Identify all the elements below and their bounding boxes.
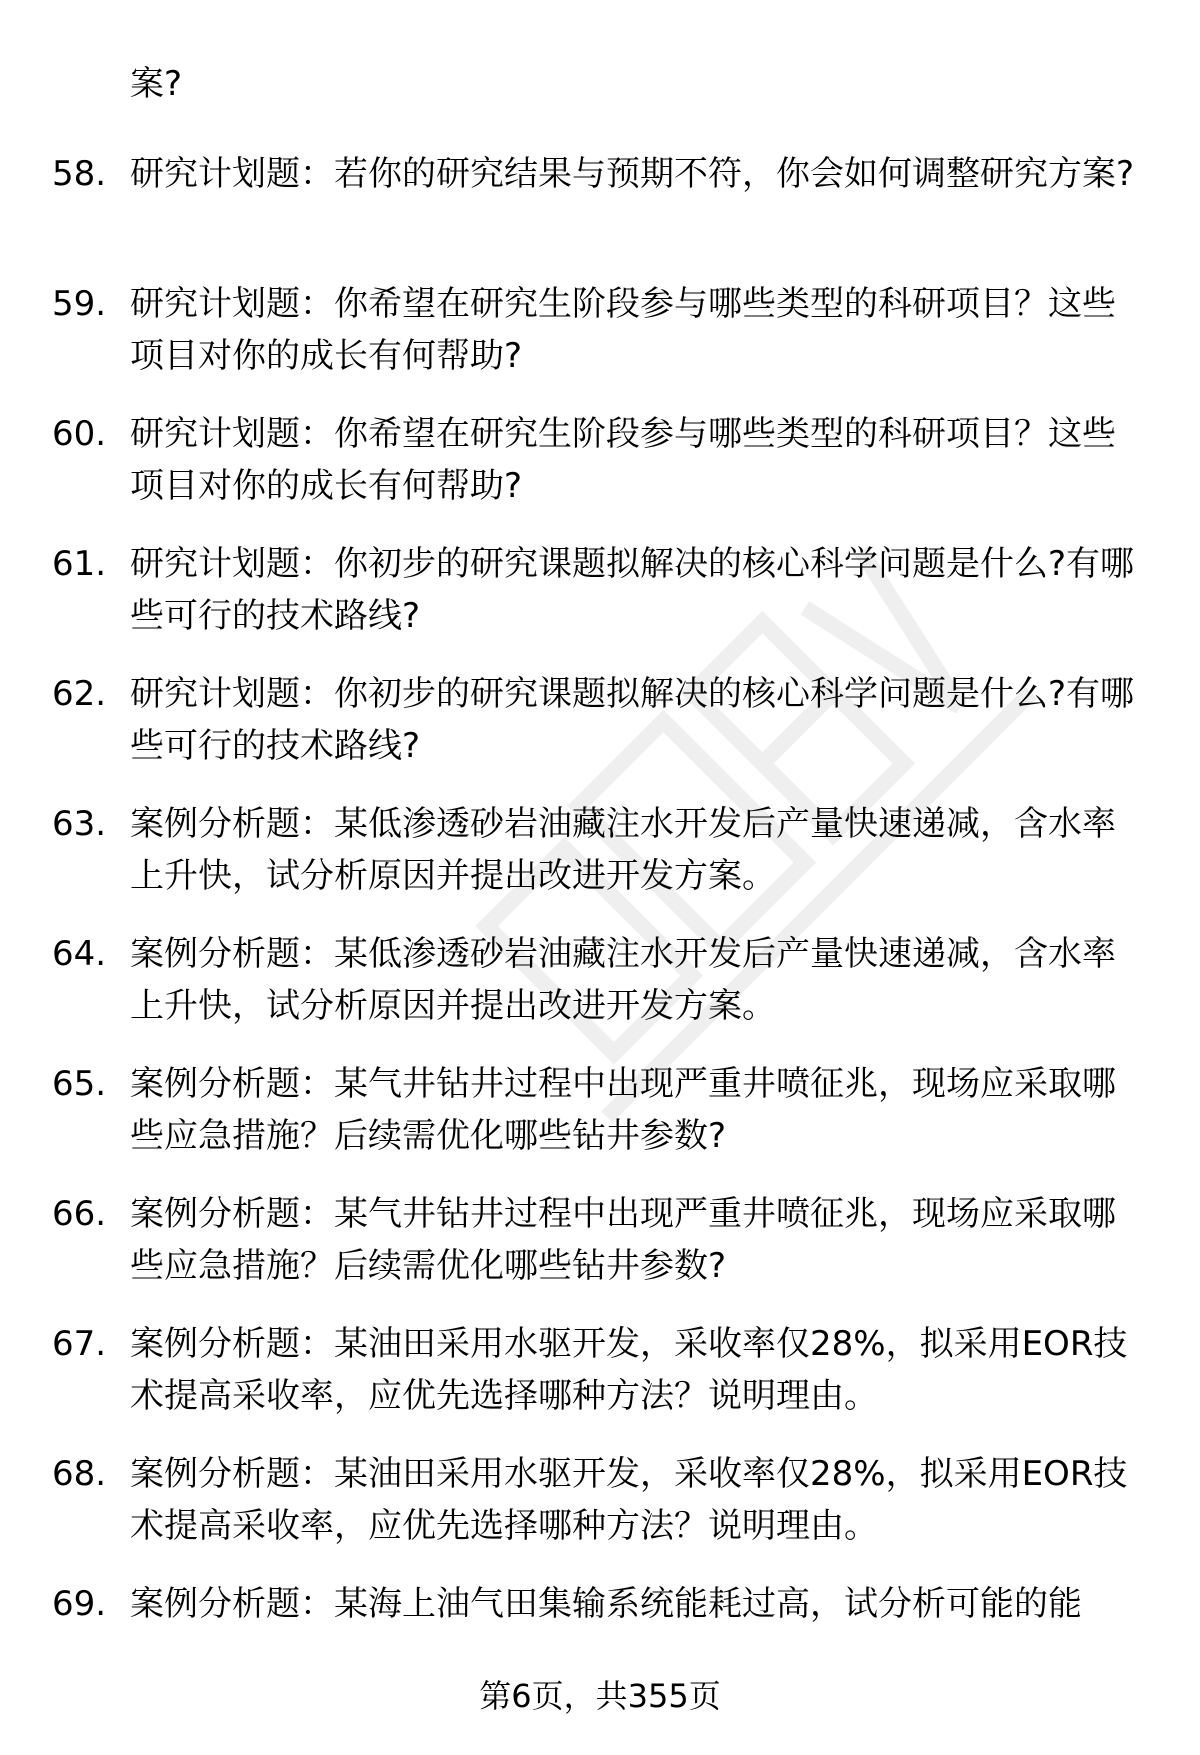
question-text: 研究计划题：若你的研究结果与预期不符，你会如何调整研究方案? xyxy=(130,154,1135,194)
question-number: 68. xyxy=(52,1454,107,1494)
question-number: 61. xyxy=(52,544,107,584)
question-item xyxy=(0,928,1200,1058)
question-number: 63. xyxy=(52,804,107,844)
question-number: 60. xyxy=(52,414,107,454)
question-text: 案例分析题：某低渗透砂岩油藏注水开发后产量快速递减，含水率上升快，试分析原因并提出改进开发方案。 xyxy=(130,934,1116,1026)
question-item xyxy=(0,1448,1200,1578)
question-number: 64. xyxy=(52,934,107,974)
question-text: 案例分析题：某海上油气田集输系统能耗过高，试分析可能的能 xyxy=(130,1584,1082,1624)
question-text: 案例分析题：某低渗透砂岩油藏注水开发后产量快速递减，含水率上升快，试分析原因并提出改进开发方案。 xyxy=(130,804,1116,896)
question-text: 研究计划题：你希望在研究生阶段参与哪些类型的科研项目？这些项目对你的成长有何帮助? xyxy=(130,284,1116,376)
question-list xyxy=(0,148,1200,1708)
question-number: 67. xyxy=(52,1324,107,1364)
question-item xyxy=(0,1318,1200,1448)
question-number: 58. xyxy=(52,154,107,194)
question-number: 66. xyxy=(52,1194,107,1234)
question-item xyxy=(0,1058,1200,1188)
question-number: 65. xyxy=(52,1064,107,1104)
question-item xyxy=(0,668,1200,798)
question-text: 研究计划题：你初步的研究课题拟解决的核心科学问题是什么?有哪些可行的技术路线? xyxy=(130,544,1135,636)
question-number: 59. xyxy=(52,284,107,324)
question-text: 案例分析题：某气井钻井过程中出现严重井喷征兆，现场应采取哪些应急措施？后续需优化哪些钻井参数? xyxy=(130,1194,1116,1286)
continued-question-text: 案? xyxy=(130,64,183,104)
question-item xyxy=(0,278,1200,408)
question-item xyxy=(0,408,1200,538)
question-text: 研究计划题：你初步的研究课题拟解决的核心科学问题是什么?有哪些可行的技术路线? xyxy=(130,674,1135,766)
question-item xyxy=(0,148,1200,278)
question-text: 案例分析题：某油田采用水驱开发，采收率仅28%，拟采用EOR技术提高采收率，应优先选择哪种方法？说明理由。 xyxy=(130,1454,1128,1546)
question-item xyxy=(0,538,1200,668)
question-number: 62. xyxy=(52,674,107,714)
question-item xyxy=(0,1188,1200,1318)
question-text: 研究计划题：你希望在研究生阶段参与哪些类型的科研项目？这些项目对你的成长有何帮助? xyxy=(130,414,1116,506)
page-footer: 第6页，共355页 xyxy=(479,1677,721,1715)
question-text: 案例分析题：某气井钻井过程中出现严重井喷征兆，现场应采取哪些应急措施？后续需优化哪些钻井参数? xyxy=(130,1064,1116,1156)
question-text: 案例分析题：某油田采用水驱开发，采收率仅28%，拟采用EOR技术提高采收率，应优先选择哪种方法？说明理由。 xyxy=(130,1324,1128,1416)
question-number: 69. xyxy=(52,1584,107,1624)
question-item xyxy=(0,798,1200,928)
